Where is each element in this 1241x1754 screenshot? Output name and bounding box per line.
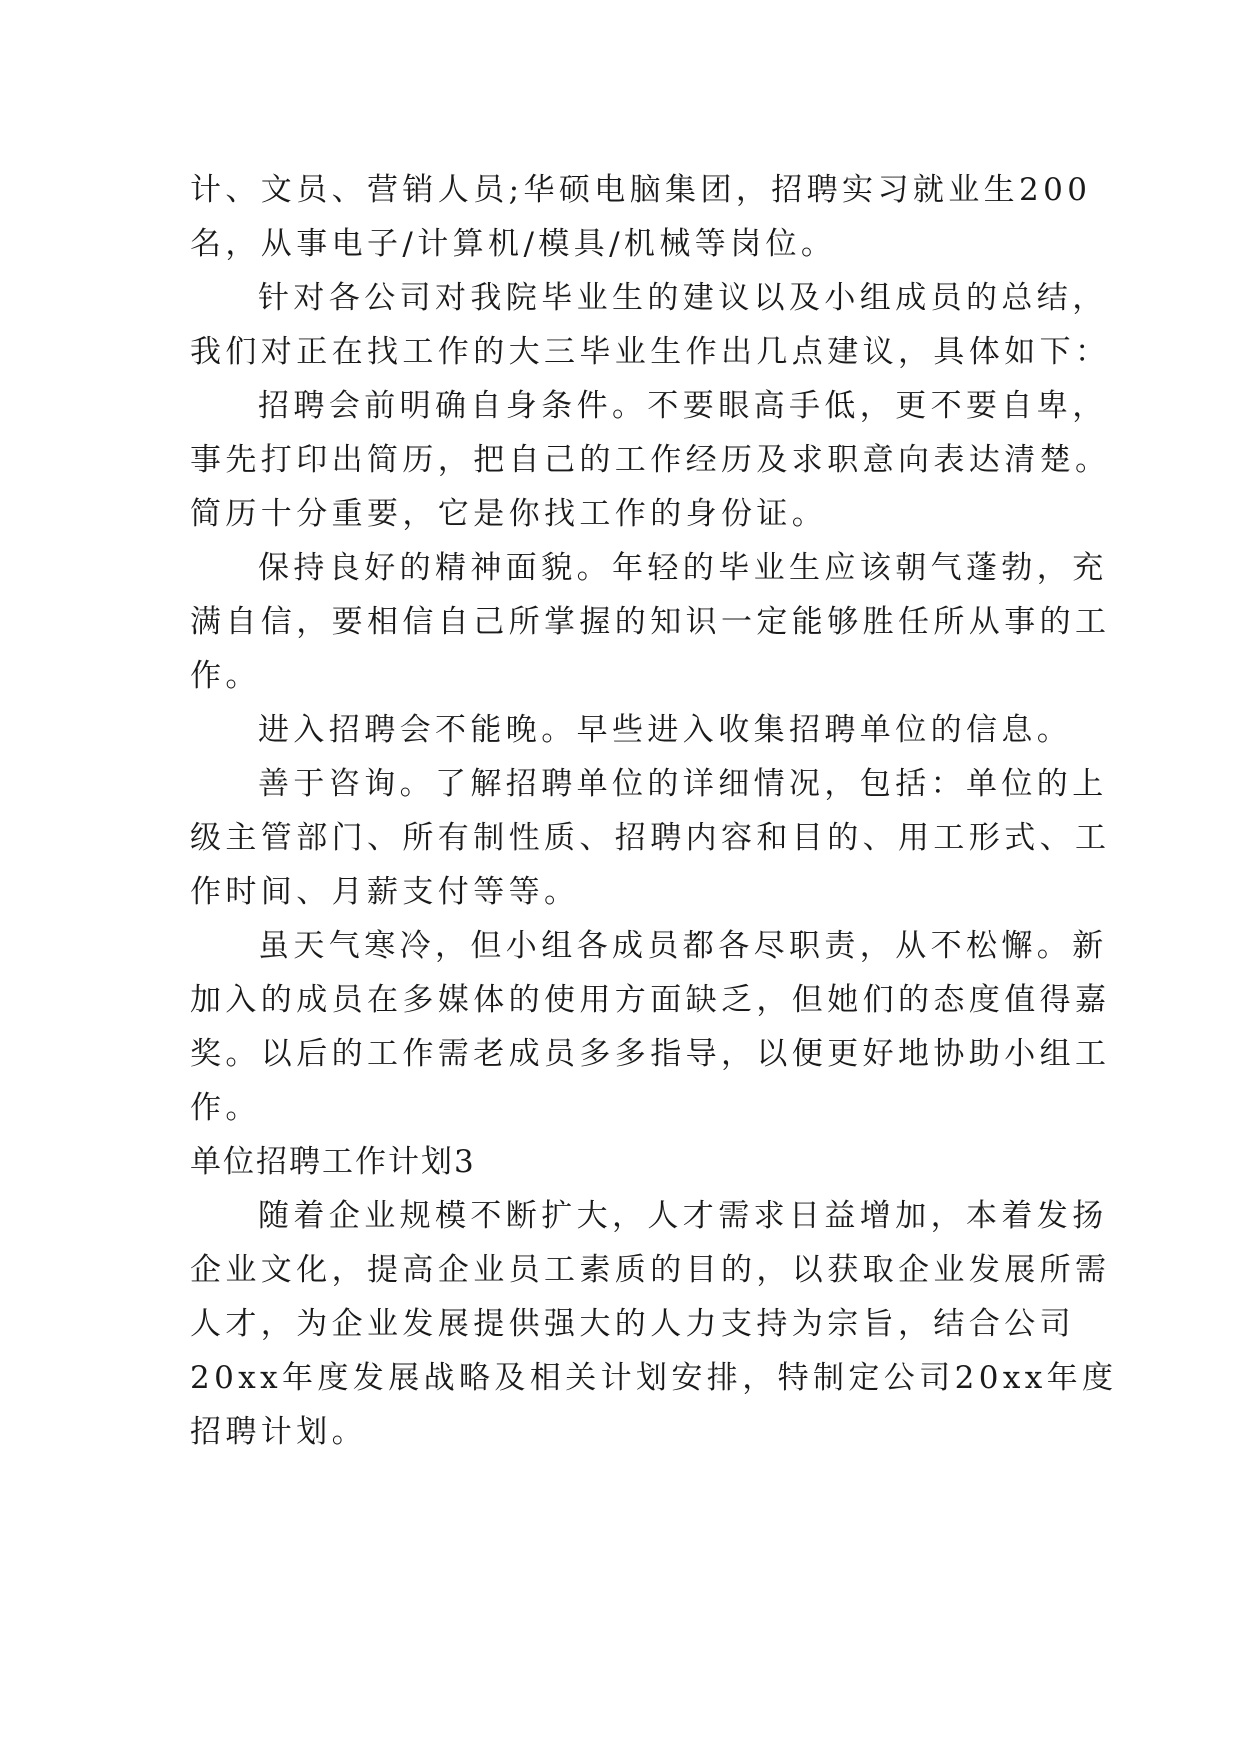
text-line: 作。 xyxy=(190,1090,261,1126)
paragraph-start: 保持良好的精神面貌。年轻的毕业生应该朝气蓬勃，充 xyxy=(258,550,1108,586)
text-line: 名，从事电子/计算机/模具/机械等岗位。 xyxy=(190,226,837,262)
text-line: 20xx年度发展战略及相关计划安排，特制定公司20xx年度 xyxy=(190,1360,1118,1396)
paragraph-start: 招聘会前明确自身条件。不要眼高手低，更不要自卑， xyxy=(258,388,1108,424)
text-line: 作时间、月薪支付等等。 xyxy=(190,874,580,910)
text-line: 加入的成员在多媒体的使用方面缺乏，但她们的态度值得嘉 xyxy=(190,982,1111,1018)
paragraph-start: 进入招聘会不能晚。早些进入收集招聘单位的信息。 xyxy=(258,712,1073,748)
document-body xyxy=(190,163,1118,1459)
text-line: 满自信，要相信自己所掌握的知识一定能够胜任所从事的工 xyxy=(190,604,1111,640)
paragraph-start: 随着企业规模不断扩大，人才需求日益增加，本着发扬 xyxy=(258,1198,1108,1234)
text-line: 简历十分重要，它是你找工作的身份证。 xyxy=(190,496,828,532)
paragraph-start: 虽天气寒冷，但小组各成员都各尽职责，从不松懈。新 xyxy=(258,928,1108,964)
text-line: 作。 xyxy=(190,658,261,694)
text-line: 人才，为企业发展提供强大的人力支持为宗旨，结合公司 xyxy=(190,1306,1075,1342)
text-line: 招聘计划。 xyxy=(190,1414,367,1450)
text-line: 计、文员、营销人员;华硕电脑集团，招聘实习就业生200 xyxy=(190,172,1092,208)
text-line: 事先打印出简历，把自己的工作经历及求职意向表达清楚。 xyxy=(190,442,1111,478)
paragraph-start: 针对各公司对我院毕业生的建议以及小组成员的总结， xyxy=(258,280,1108,316)
text-line: 奖。以后的工作需老成员多多指导，以便更好地协助小组工 xyxy=(190,1036,1111,1072)
text-line: 企业文化，提高企业员工素质的目的，以获取企业发展所需 xyxy=(190,1252,1111,1288)
text-line: 级主管部门、所有制性质、招聘内容和目的、用工形式、工 xyxy=(190,820,1111,856)
section-heading: 单位招聘工作计划3 xyxy=(190,1144,476,1180)
text-line: 我们对正在找工作的大三毕业生作出几点建议，具体如下： xyxy=(190,334,1111,370)
paragraph-start: 善于咨询。了解招聘单位的详细情况，包括：单位的上 xyxy=(258,766,1108,802)
